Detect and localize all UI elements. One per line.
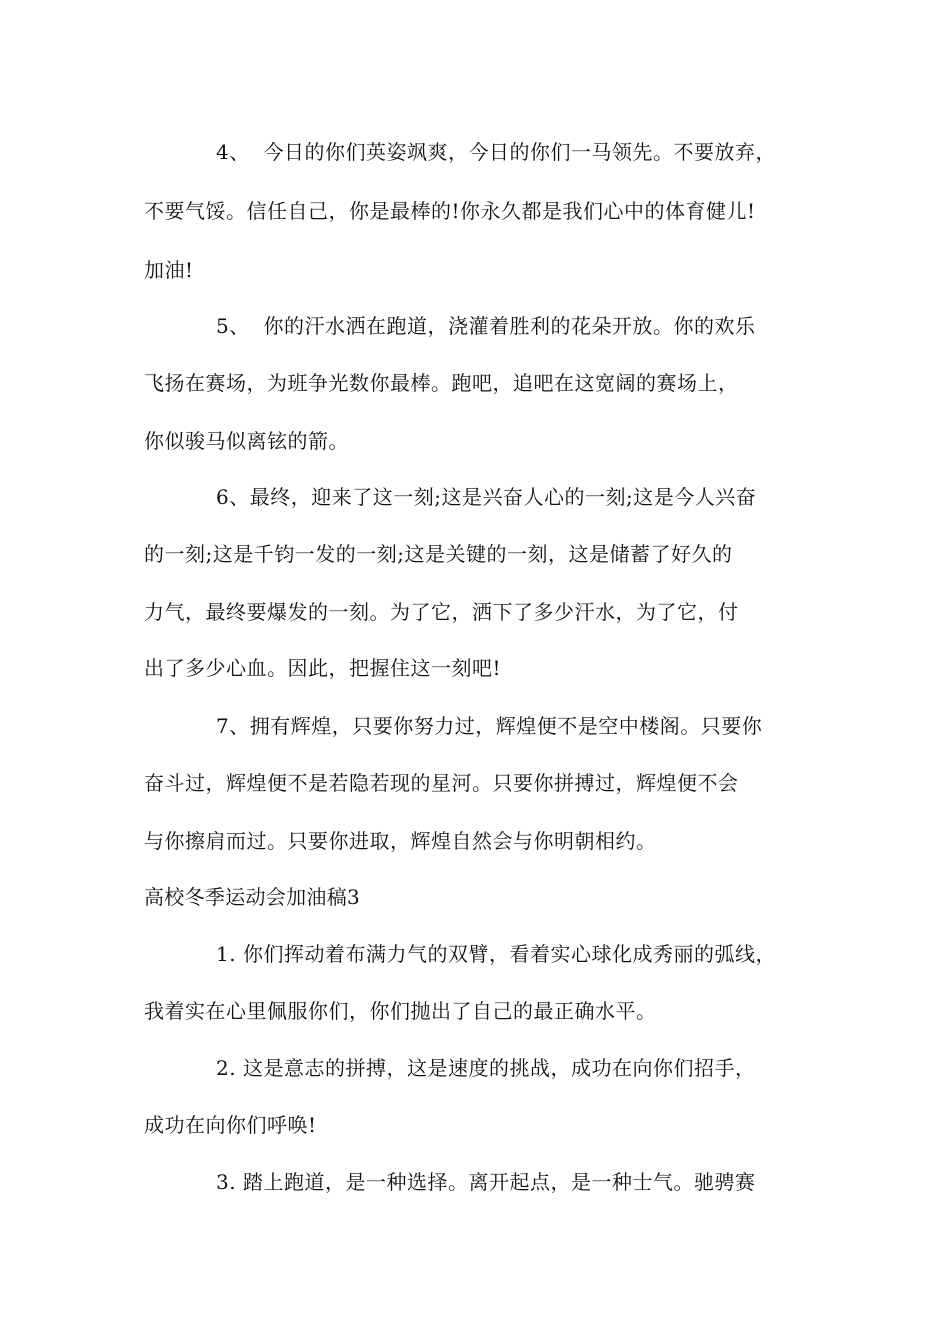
section-paragraph-2-line-2: 成功在向你们呼唤! xyxy=(144,1113,317,1137)
paragraph-4-line-1: 4、 今日的你们英姿飒爽，今日的你们一马领先。不要放弃， xyxy=(216,140,776,164)
section-paragraph-2-line-1: 2. 这是意志的拼搏，这是速度的挑战，成功在向你们招手， xyxy=(216,1056,756,1080)
paragraph-7-line-1: 7、拥有辉煌，只要你努力过，辉煌便不是空中楼阁。只要你 xyxy=(216,714,763,738)
paragraph-5-line-3: 你似骏马似离铉的箭。 xyxy=(144,429,349,453)
paragraph-6-line-2: 的一刻;这是千钧一发的一刻;这是关键的一刻，这是储蓄了好久的 xyxy=(144,542,733,566)
paragraph-7-line-3: 与你擦肩而过。只要你进取，辉煌自然会与你明朝相约。 xyxy=(144,829,657,853)
paragraph-6-line-4: 出了多少心血。因此，把握住这一刻吧! xyxy=(144,656,502,680)
paragraph-6-line-1: 6、最终，迎来了这一刻;这是兴奋人心的一刻;这是今人兴奋 xyxy=(216,485,757,509)
paragraph-5-line-1: 5、 你的汗水洒在跑道，浇灌着胜利的花朵开放。你的欢乐 xyxy=(216,314,756,338)
section-paragraph-3-line-1: 3. 踏上跑道，是一种选择。离开起点，是一种士气。驰骋赛 xyxy=(216,1170,756,1194)
paragraph-4-line-3: 加油! xyxy=(144,258,194,282)
paragraph-5-line-2: 飞扬在赛场，为班争光数你最棒。跑吧，追吧在这宽阔的赛场上， xyxy=(144,371,739,395)
section-paragraph-1-line-1: 1. 你们挥动着布满力气的双臂，看着实心球化成秀丽的弧线， xyxy=(216,942,776,966)
paragraph-4-line-2: 不要气馁。信任自己，你是最棒的!你永久都是我们心中的体育健儿! xyxy=(144,199,756,223)
section-paragraph-1-line-2: 我着实在心里佩服你们，你们抛出了自己的最正确水平。 xyxy=(144,999,657,1023)
section-title: 高校冬季运动会加油稿3 xyxy=(144,885,361,909)
paragraph-7-line-2: 奋斗过，辉煌便不是若隐若现的星河。只要你拼搏过，辉煌便不会 xyxy=(144,771,739,795)
paragraph-6-line-3: 力气，最终要爆发的一刻。为了它，洒下了多少汗水，为了它，付 xyxy=(144,600,739,624)
